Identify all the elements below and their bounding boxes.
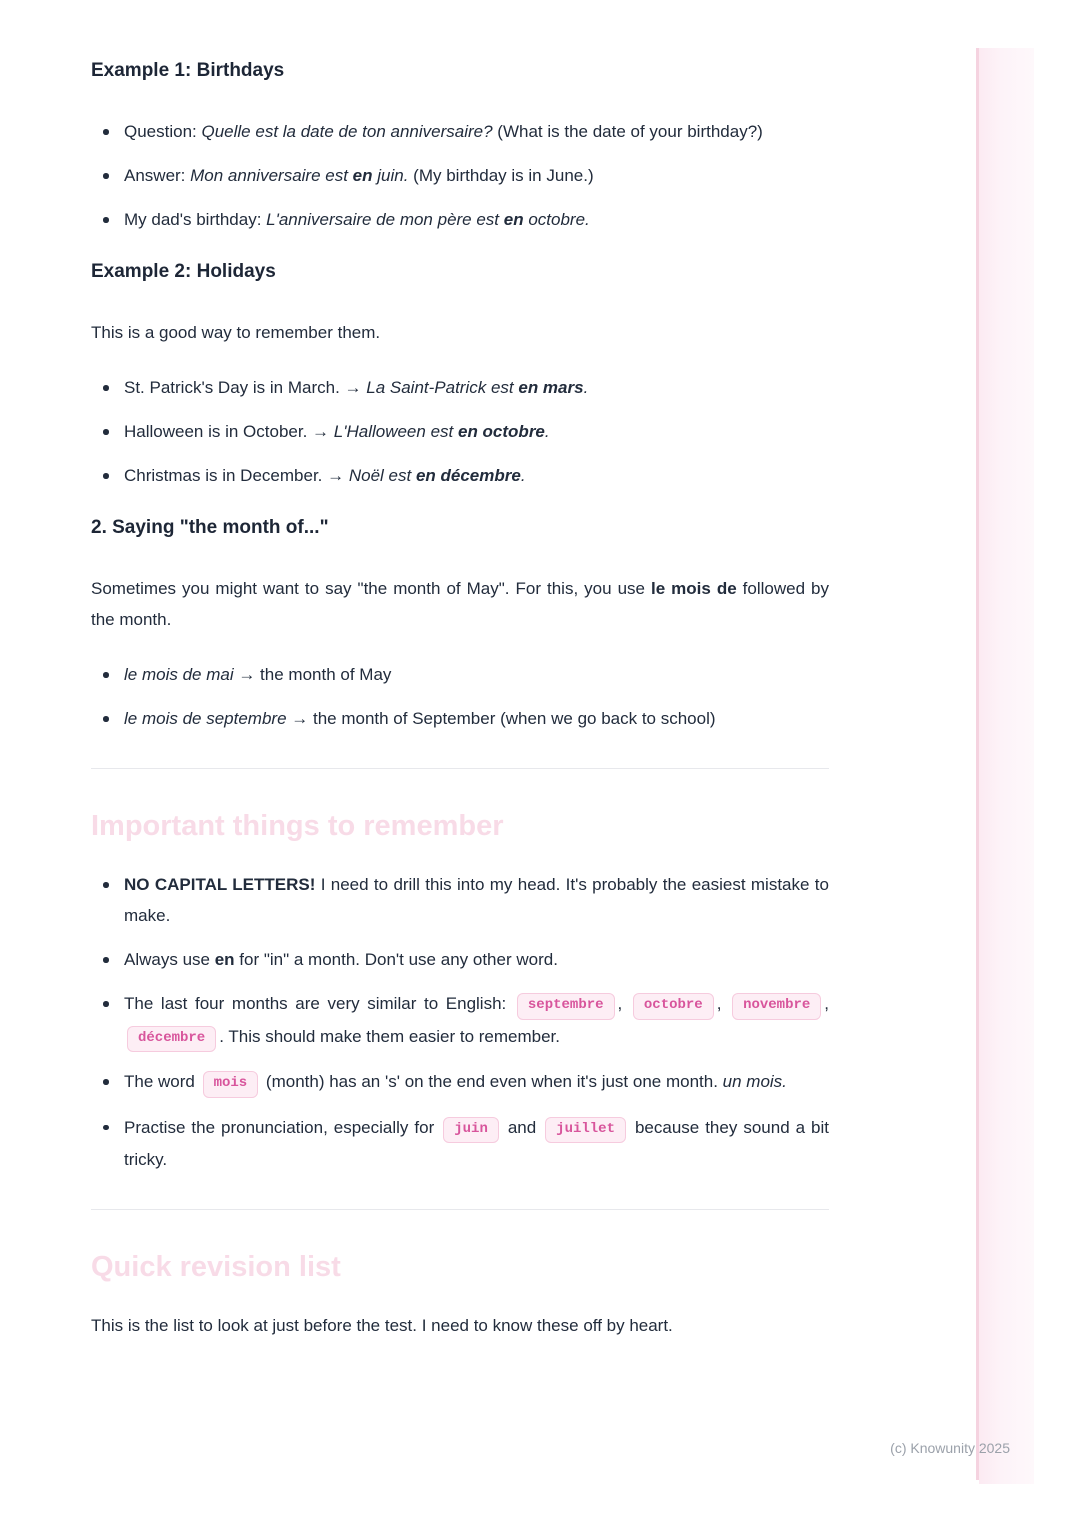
bold-run: NO CAPITAL LETTERS! [124,875,316,894]
list-item [124,659,829,690]
text-run: → the month of September (when we go back to school) [286,709,716,728]
list-item [124,869,829,931]
french-phrase: L'anniversaire de mon père est [266,210,504,229]
text-run: Question: [124,122,202,141]
important-list [91,869,829,1175]
list-item [124,416,829,447]
document-content [91,58,829,1365]
french-phrase-bold: en mars [518,378,584,397]
french-phrase-bold: en [503,210,524,229]
example1-heading: Example 1: Birthdays [91,60,285,81]
code-badge: juillet [545,1117,626,1144]
page-edge-decoration [979,48,1034,1484]
code-badge: décembre [127,1026,216,1053]
list-item [124,204,829,235]
important-section-heading: Important things to remember [91,810,504,842]
french-phrase: octobre. [523,210,590,229]
bold-run: le mois de [650,579,737,598]
code-badge: novembre [732,993,821,1020]
french-phrase: . [583,378,589,397]
code-badge: juin [443,1117,499,1144]
text-run: followed by the month. [91,579,830,629]
code-badge: octobre [633,993,714,1020]
code-badge: mois [203,1071,259,1098]
text-run: Answer: [124,166,191,185]
text-run: (month) has an 's' on the end even when it's just one month. [261,1072,723,1091]
example2-list [91,372,829,491]
french-phrase-bold: en octobre [457,422,545,441]
french-phrase: Noël est [348,466,416,485]
text-run: , [824,994,830,1013]
code-badge: septembre [517,993,615,1020]
list-item [124,944,829,975]
text-run: My dad's birthday: [124,210,267,229]
text-run: The word [124,1072,200,1091]
list-item [124,372,829,403]
french-phrase: un mois. [722,1072,787,1091]
french-phrase-bold: en décembre [415,466,521,485]
text-run: , [716,994,730,1013]
list-item [124,1066,829,1099]
french-phrase-bold: en [352,166,373,185]
saying-heading: 2. Saying "the month of..." [91,517,329,538]
text-run: (My birthday is in June.) [408,166,594,185]
french-phrase: le mois de mai [124,665,234,684]
french-phrase: juin. [372,166,409,185]
list-item [124,988,829,1053]
text-run: and [501,1117,543,1137]
text-run: St. Patrick's Day is in March. → [124,378,367,397]
text-run: Always use [124,950,215,969]
french-phrase: L'Halloween est [333,422,458,441]
saying-paragraph [91,573,829,635]
text-run: Christmas is in December. → [124,466,349,485]
divider [91,768,829,769]
text-run: Practise the pronunciation, especially for [124,1117,441,1137]
example2-heading: Example 2: Holidays [91,261,276,282]
text-run: → the month of May [233,665,392,684]
saying-list [91,659,829,734]
text-run: I need to drill this into my head. It's probably the easiest mistake to make. [124,875,829,925]
text-run: Halloween is in October. → [124,422,334,441]
french-phrase: Quelle est la date de ton anniversaire? [201,122,493,141]
text-run: because they sound a bit tricky. [124,1117,830,1169]
list-item [124,460,829,491]
text-run: , [617,994,630,1013]
divider [91,1209,829,1210]
text-run: (What is the date of your birthday?) [492,122,763,141]
list-item [124,160,829,191]
example1-list [91,116,829,235]
french-phrase: Mon anniversaire est [190,166,353,185]
bold-run: en [214,950,235,969]
list-item [124,116,829,147]
text-run: . This should make them easier to remember. [219,1026,560,1046]
text-run: Sometimes you might want to say "the month of May". For this, you use [91,579,651,598]
list-item [124,1112,829,1176]
page-edge-line [976,48,979,1480]
quick-revision-heading: Quick revision list [91,1251,341,1283]
french-phrase: . [544,422,550,441]
example2-intro: This is a good way to remember them. [91,323,381,342]
copyright-footer: (c) Knowunity 2025 [890,1440,1010,1456]
list-item [124,703,829,734]
french-phrase: le mois de septembre [124,709,287,728]
quick-revision-intro: This is the list to look at just before the test. I need to know these off by heart. [91,1316,673,1335]
french-phrase: . [520,466,526,485]
text-run: The last four months are very similar to English: [124,994,514,1013]
french-phrase: La Saint-Patrick est [366,378,519,397]
text-run: for "in" a month. Don't use any other word. [234,950,558,969]
